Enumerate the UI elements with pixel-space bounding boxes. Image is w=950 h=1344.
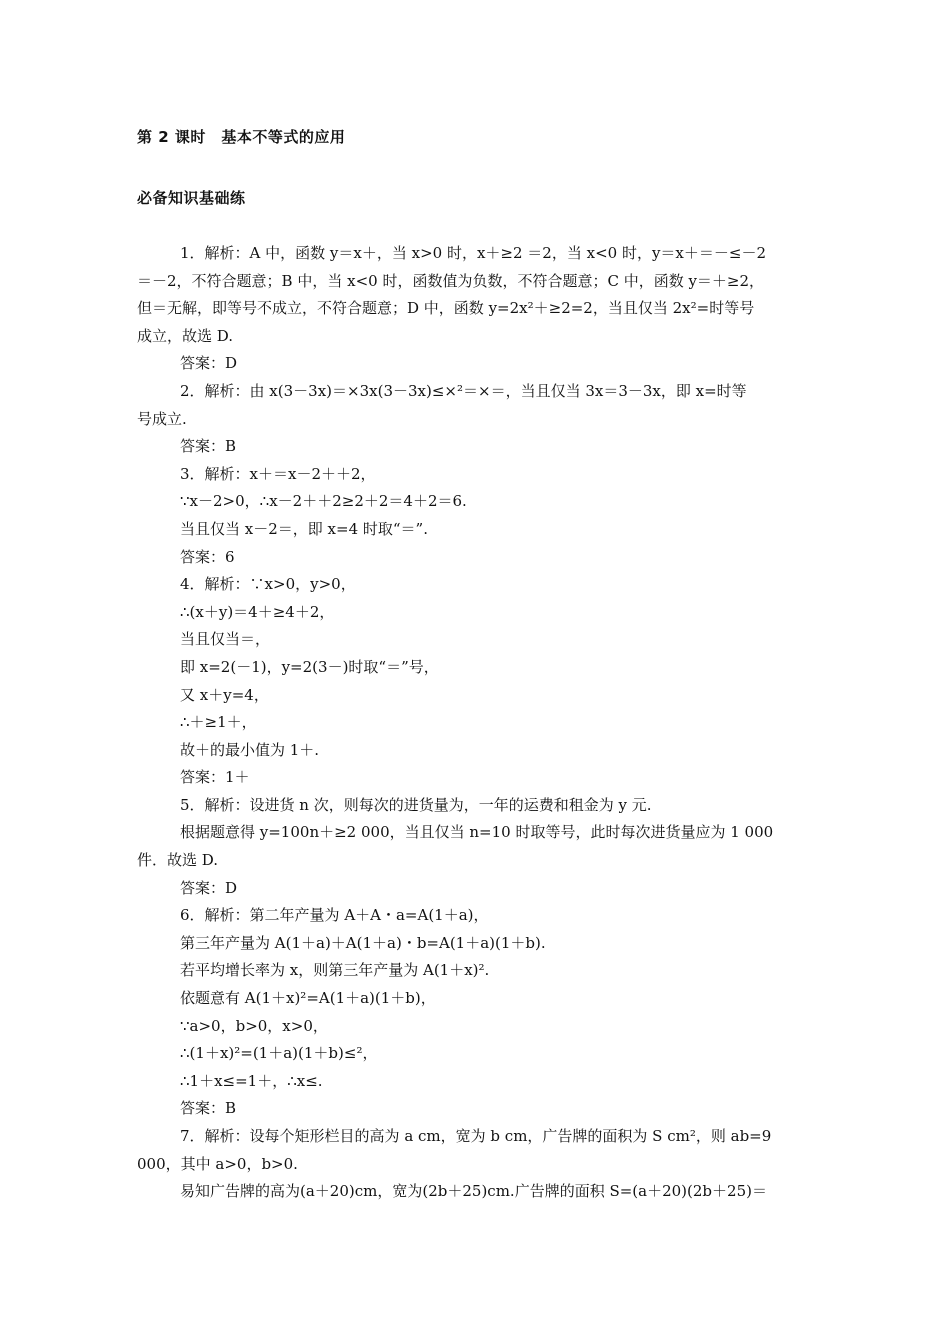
- text-line: 件．故选 D.: [137, 851, 219, 870]
- text-line: 1．解析：A 中，函数 y＝x＋，当 x>0 时，x＋≥2 ＝2，当 x<0 时，y＝x＋＝－≤－2: [180, 244, 766, 262]
- text-line: ∵x－2>0，∴x－2＋＋2≥2＋2＝4＋2＝6.: [180, 492, 467, 511]
- text-line: 6．解析：第二年产量为 A＋A・a=A(1＋a)，: [180, 906, 489, 925]
- text-line: 当且仅当＝，: [180, 630, 271, 649]
- text-line: 000，其中 a>0，b>0.: [137, 1154, 298, 1173]
- text-line: 又 x＋y=4，: [180, 685, 269, 704]
- text-line: ∴(1＋x)²=(1＋a)(1＋b)≤²，: [180, 1044, 378, 1063]
- text-line: 7．解析：设每个矩形栏目的高为 a cm，宽为 b cm，广告牌的面积为 S cm²，则 ab=9: [180, 1127, 772, 1145]
- text-line: 若平均增长率为 x，则第三年产量为 A(1＋x)².: [180, 961, 490, 980]
- text-line: 成立，故选 D.: [137, 326, 234, 345]
- text-line: 答案：D: [180, 878, 238, 897]
- text-line: 4．解析：∵x>0，y>0，: [180, 575, 356, 594]
- lesson-title: 第 2 课时 基本不等式的应用: [137, 128, 346, 146]
- text-line: ∵a>0，b>0，x>0，: [180, 1016, 328, 1035]
- section-heading: 必备知识基础练: [137, 189, 246, 207]
- text-line: 答案：1＋: [180, 768, 250, 787]
- text-line: ∴1＋x≤=1＋，∴x≤.: [180, 1071, 323, 1090]
- text-line: ＝－2，不符合题意；B 中，当 x<0 时，函数值为负数，不符合题意；C 中，函数 y＝＋≥2，: [137, 271, 765, 290]
- text-line: 故＋的最小值为 1＋.: [180, 740, 320, 759]
- text-line: 第三年产量为 A(1＋a)＋A(1＋a)・b=A(1＋a)(1＋b).: [180, 933, 546, 952]
- text-line: 答案：B: [180, 1099, 237, 1118]
- text-line: 答案：B: [180, 437, 237, 456]
- text-line: 5．解析：设进货 n 次，则每次的进货量为，一年的运费和租金为 y 元.: [180, 795, 652, 814]
- text-line: 2．解析：由 x(3－3x)＝×3x(3－3x)≤×²＝×＝，当且仅当 3x＝3－3x，即 x=时等: [180, 381, 747, 400]
- text-line: ∴＋≥1＋，: [180, 713, 257, 732]
- text-line: 答案：6: [180, 547, 235, 566]
- text-line: 即 x=2(－1)，y=2(3－)时取“＝”号，: [180, 657, 439, 676]
- text-line: ∴(x＋y)＝4＋≥4＋2，: [180, 602, 335, 621]
- text-line: 答案：D: [180, 354, 238, 373]
- text-line: 号成立.: [137, 409, 187, 428]
- text-line: 当且仅当 x－2＝，即 x=4 时取“＝”.: [180, 519, 428, 538]
- solution-body: [137, 240, 817, 1206]
- text-line: 3．解析：x＋＝x－2＋＋2，: [180, 464, 376, 483]
- text-line: 易知广告牌的高为(a＋20)cm，宽为(2b＋25)cm.广告牌的面积 S=(a＋20)(2b＋25)＝: [180, 1182, 767, 1201]
- text-line: 根据题意得 y=100n＋≥2 000，当且仅当 n=10 时取等号，此时每次进货量应为 1 000: [180, 823, 774, 842]
- text-line: 依题意有 A(1＋x)²=A(1＋a)(1＋b)，: [180, 989, 436, 1008]
- text-line: 但＝无解，即等号不成立，不符合题意；D 中，函数 y=2x²＋≥2=2，当且仅当 2x²=时等号: [137, 299, 755, 318]
